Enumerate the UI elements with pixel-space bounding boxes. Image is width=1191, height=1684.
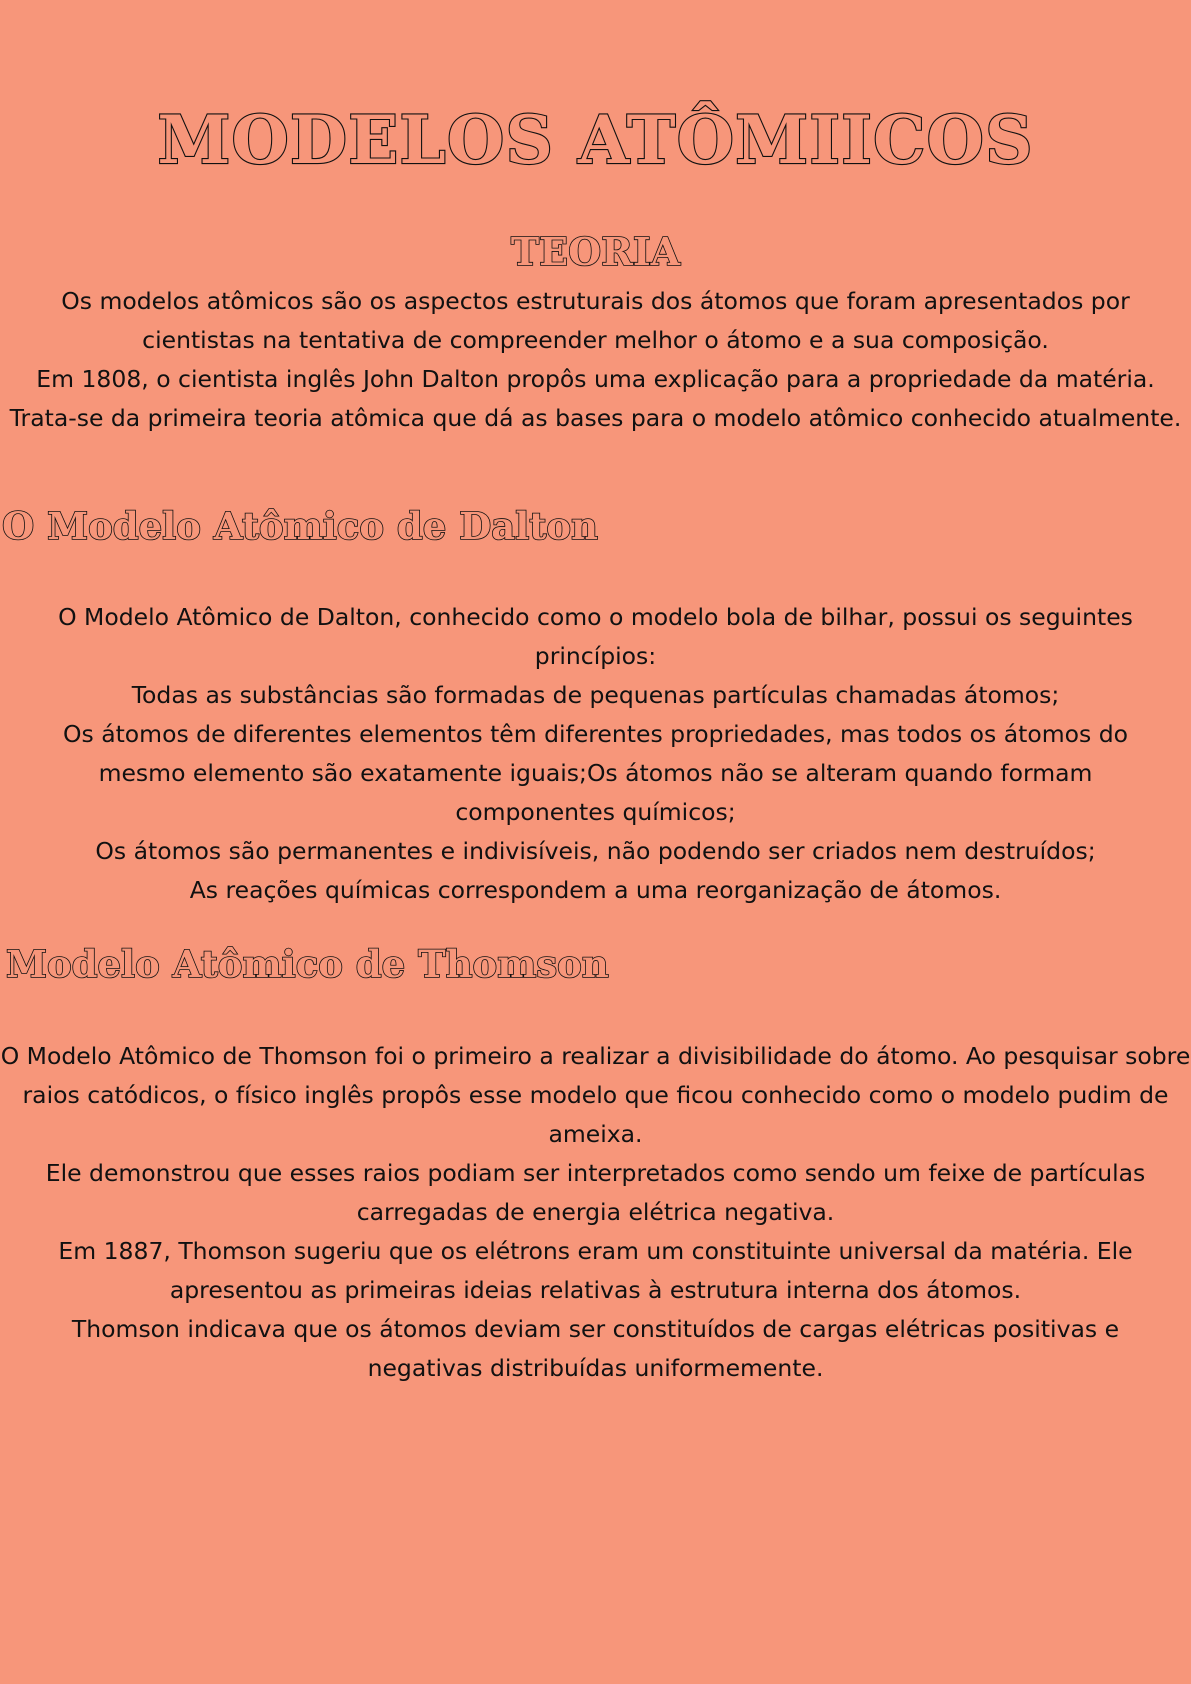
- paragraph: O Modelo Atômico de Thomson foi o primeiro a realizar a divisibilidade do átomo. Ao pesquisar sobre raios catódicos, o físico inglês propôs esse modelo que ficou conhecido como o modelo pudim de ameixa.: [0, 1042, 1191, 1148]
- paragraph: As reações químicas correspondem a uma reorganização de átomos.: [189, 876, 1002, 904]
- section-heading-thomson: Modelo Atômico de Thomson: [6, 942, 609, 986]
- paragraph: Os átomos são permanentes e indivisíveis, não podendo ser criados nem destruídos;: [95, 837, 1096, 865]
- section-body-dalton: [0, 598, 1191, 910]
- paragraph: Ele demonstrou que esses raios podiam ser interpretados como sendo um feixe de partículas carregadas de energia elétrica negativa.: [45, 1159, 1146, 1226]
- section-heading-teoria: TEORIA: [510, 229, 681, 274]
- paragraph: Em 1887, Thomson sugeriu que os elétrons eram um constituinte universal da matéria. Ele apresentou as primeiras ideias relativas à estrutura interna dos átomos.: [58, 1237, 1133, 1304]
- section-body-teoria: [0, 282, 1191, 438]
- paragraph: Os átomos de diferentes elementos têm diferentes propriedades, mas todos os átomos do mesmo elemento são exatamente iguais;Os átomos não se alteram quando formam componentes químicos;: [62, 720, 1129, 826]
- section-body-thomson: [0, 1037, 1191, 1388]
- paragraph: Os modelos atômicos são os aspectos estruturais dos átomos que foram apresentados por cientistas na tentativa de compreender melhor o átomo e a sua composição.: [61, 287, 1130, 354]
- paragraph: O Modelo Atômico de Dalton, conhecido como o modelo bola de bilhar, possui os seguintes princípios:: [58, 603, 1133, 670]
- section-heading-dalton: O Modelo Atômico de Dalton: [2, 504, 598, 548]
- page-title: MODELOS ATÔMIICOS: [157, 101, 1034, 179]
- paragraph: Todas as substâncias são formadas de pequenas partículas chamadas átomos;: [131, 681, 1060, 709]
- paragraph: Thomson indicava que os átomos deviam ser constituídos de cargas elétricas positivas e negativas distribuídas uniformemente.: [71, 1315, 1120, 1382]
- paragraph: Em 1808, o cientista inglês John Dalton propôs uma explicação para a propriedade da matéria. Trata-se da primeira teoria atômica que dá as bases para o modelo atômico conhecido atualmente.: [9, 365, 1182, 432]
